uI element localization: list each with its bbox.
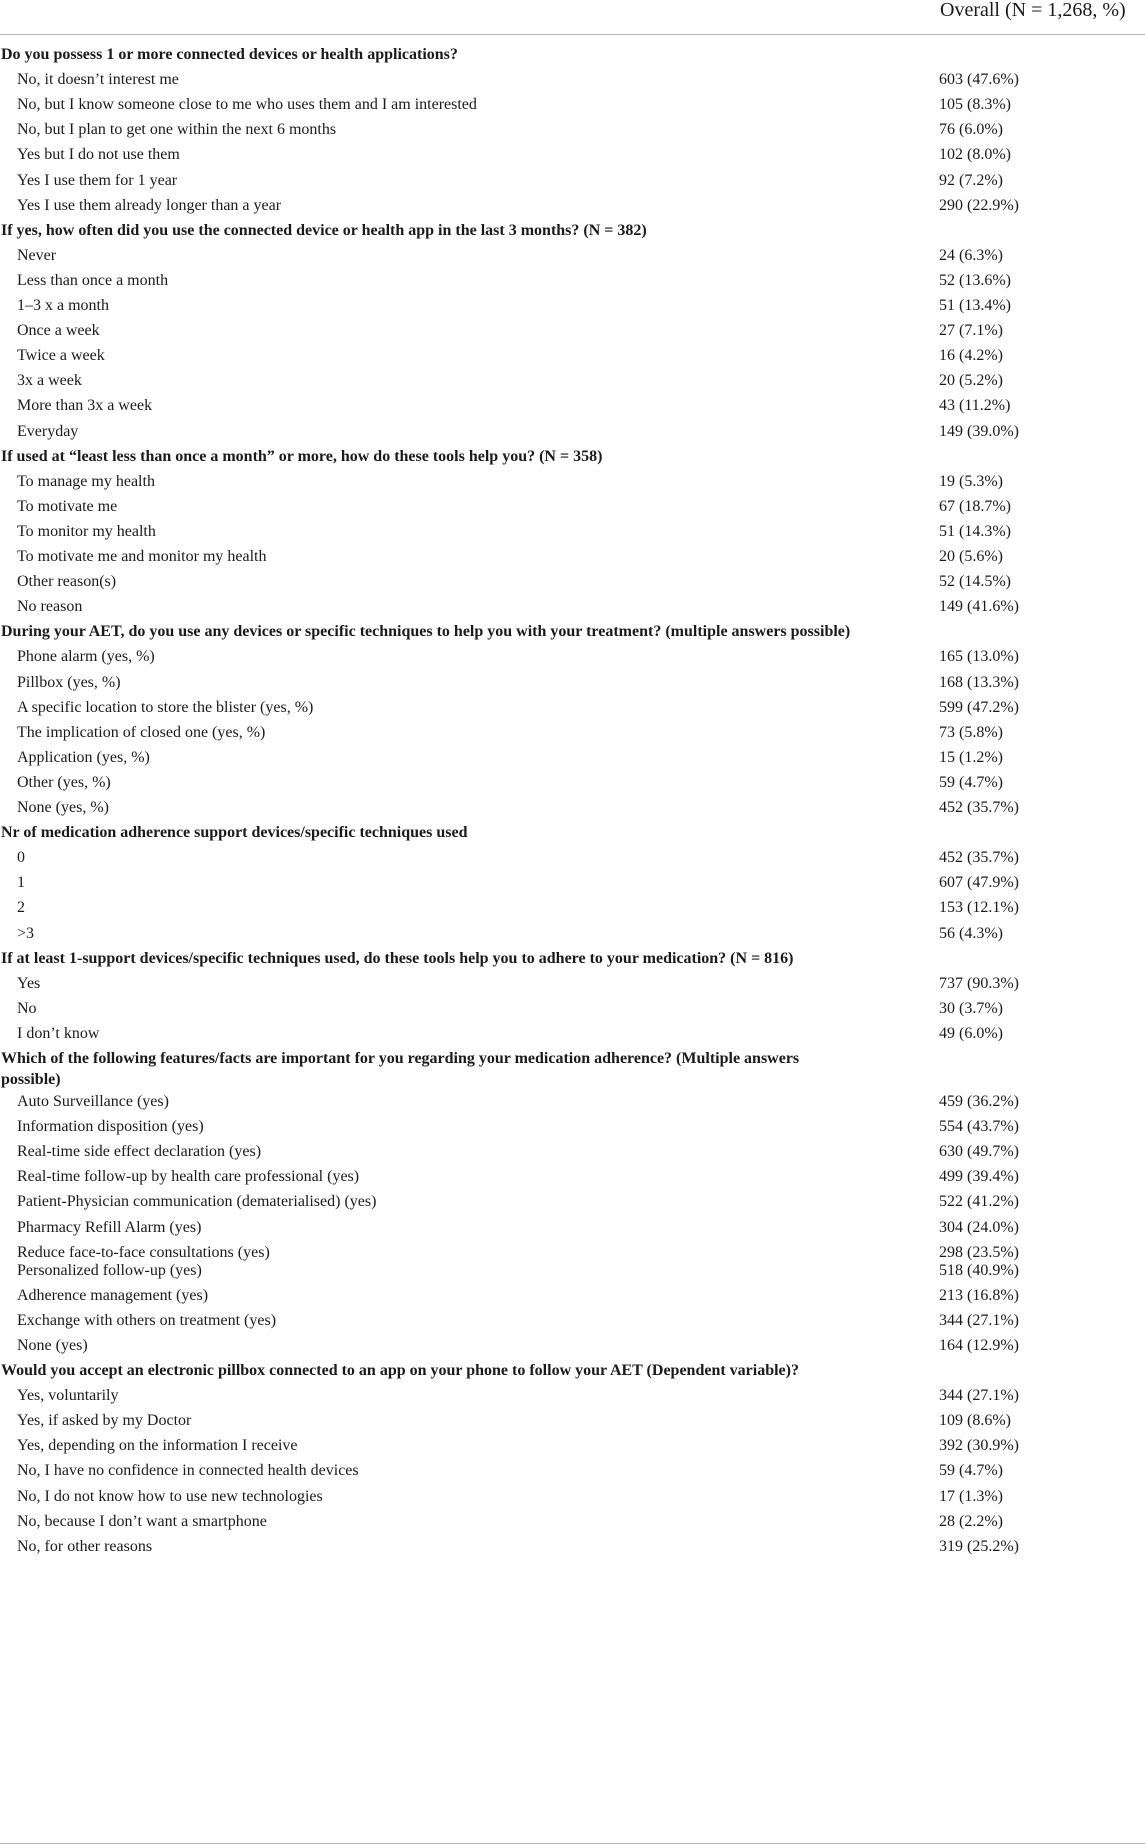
row-label: 0 [17,849,25,867]
row-value: 30 (3.7%) [939,999,1003,1017]
question-text: Do you possess 1 or more connected devices or health applications? [1,46,458,63]
row-value: 20 (5.2%) [939,372,1003,390]
row-label: 2 [17,899,25,917]
row-value: 290 (22.9%) [939,196,1019,214]
question-text: Which of the following features/facts are important for you regarding your medication adherence? (Multiple answers possible) [1,1050,800,1088]
row-value: 51 (13.4%) [939,297,1011,314]
row-label: Yes but I do not use them [17,146,180,164]
row-value: 168 (13.3%) [939,673,1019,691]
bottom-rule [0,1843,1145,1844]
row-label: 1 [17,874,25,892]
row-label: Everyday [17,422,79,440]
row-label: No, I do not know how to use new technologies [17,1487,323,1505]
question-text: Nr of medication adherence support devices/specific techniques used [1,824,468,842]
row-value: 52 (14.5%) [939,573,1011,591]
row-value: 73 (5.8%) [939,723,1003,741]
row-value: 17 (1.3%) [939,1487,1003,1505]
row-value: 27 (7.1%) [939,322,1003,340]
row-value: 518 (40.9%) [939,1261,1019,1279]
row-value: 15 (1.2%) [939,748,1003,766]
row-value: 16 (4.2%) [939,347,1003,365]
row-value: 24 (6.3%) [939,246,1003,264]
row-value: 344 (27.1%) [939,1311,1019,1329]
row-label: >3 [17,924,35,942]
row-label: Phone alarm (yes, %) [17,648,155,666]
row-value: 554 (43.7%) [939,1118,1019,1136]
row-label: More than 3x a week [17,397,153,415]
row-value: 59 (4.7%) [939,1462,1003,1480]
row-label: Yes I use them already longer than a year [17,196,282,214]
table-header [0,0,1145,35]
row-value: 737 (90.3%) [939,974,1019,992]
row-label: No, for other reasons [17,1537,153,1555]
row-label: 3x a week [17,372,82,390]
row-value: 630 (49.7%) [939,1143,1019,1161]
row-label: A specific location to store the blister (yes, %) [17,698,314,716]
row-value: 43 (11.2%) [939,397,1011,415]
row-label: Yes [17,974,41,992]
row-value: 499 (39.4%) [939,1168,1019,1186]
row-label: Yes, voluntarily [17,1387,119,1405]
row-value: 603 (47.6%) [939,71,1019,89]
question-text: If yes, how often did you use the connected device or health app in the last 3 months? (N = 382) [1,221,647,239]
row-value: 102 (8.0%) [939,146,1011,164]
question-text: If used at “least less than once a month” or more, how do these tools help you? (N = 358) [1,447,603,465]
row-label: Information disposition (yes) [17,1118,204,1136]
row-label: Other reason(s) [17,573,117,591]
row-label: Twice a week [17,347,105,365]
row-label: Application (yes, %) [17,748,150,766]
row-value: 92 (7.2%) [939,171,1003,189]
row-value: 344 (27.1%) [939,1387,1019,1405]
row-value: 20 (5.6%) [939,548,1003,565]
row-value: 56 (4.3%) [939,924,1003,942]
question-text: Would you accept an electronic pillbox connected to an app on your phone to follow your AET (Dependent variable)? [1,1362,799,1379]
row-label: No, it doesn’t interest me [17,71,179,89]
row-label: The implication of closed one (yes, %) [17,723,266,741]
row-label: I don’t know [17,1024,100,1042]
row-value: 522 (41.2%) [939,1193,1019,1211]
row-value: 452 (35.7%) [939,799,1019,816]
row-label: Patient-Physician communication (dematerialised) (yes) [17,1193,377,1211]
row-label: Never [17,246,57,264]
row-label: Real-time side effect declaration (yes) [17,1143,262,1161]
row-label: To monitor my health [17,522,156,540]
row-label: Pillbox (yes, %) [17,673,121,691]
row-label: Auto Surveillance (yes) [17,1093,169,1110]
row-value: 19 (5.3%) [939,472,1003,490]
row-value: 49 (6.0%) [939,1024,1003,1042]
row-value: 109 (8.6%) [939,1412,1011,1430]
row-label: Reduce face-to-face consultations (yes) [17,1243,270,1261]
row-label: No reason [17,598,83,616]
row-value: 213 (16.8%) [939,1286,1019,1304]
row-label: Pharmacy Refill Alarm (yes) [17,1218,202,1236]
row-value: 105 (8.3%) [939,96,1011,114]
row-value: 149 (39.0%) [939,422,1019,440]
row-value: 153 (12.1%) [939,899,1019,917]
column-header-overall: Overall (N = 1,268, %) [940,0,1126,21]
row-value: 67 (18.7%) [939,497,1011,515]
row-value: 392 (30.9%) [939,1437,1019,1455]
row-value: 164 (12.9%) [939,1336,1019,1354]
row-label: No [17,999,37,1017]
row-label: Yes I use them for 1 year [17,171,178,189]
row-label: None (yes) [17,1336,88,1354]
row-value: 28 (2.2%) [939,1512,1003,1530]
row-label: Yes, if asked by my Doctor [17,1412,192,1430]
row-value: 59 (4.7%) [939,773,1003,791]
row-label: To manage my health [17,472,155,490]
question-text: If at least 1-support devices/specific techniques used, do these tools help you to adhere to your medication? (N = 816) [1,949,794,967]
row-value: 304 (24.0%) [939,1218,1019,1236]
row-label: 1–3 x a month [17,297,109,314]
row-label: Real-time follow-up by health care professional (yes) [17,1168,360,1186]
row-label: Personalized follow-up (yes) [17,1261,202,1279]
question-text: During your AET, do you use any devices or specific techniques to help you with your treatment? (multiple answers possible) [1,623,851,641]
row-value: 459 (36.2%) [939,1093,1019,1110]
row-value: 298 (23.5%) [939,1243,1019,1261]
row-label: No, I have no confidence in connected health devices [17,1462,359,1480]
row-value: 76 (6.0%) [939,121,1003,139]
row-label: No, because I don’t want a smartphone [17,1512,267,1530]
row-label: To motivate me and monitor my health [17,548,267,565]
row-label: Yes, depending on the information I receive [17,1437,298,1455]
row-value: 51 (14.3%) [939,522,1011,540]
row-value: 319 (25.2%) [939,1537,1019,1555]
row-label: Other (yes, %) [17,773,111,791]
row-value: 607 (47.9%) [939,874,1019,892]
row-label: To motivate me [17,497,118,515]
row-value: 149 (41.6%) [939,598,1019,616]
row-value: 452 (35.7%) [939,849,1019,867]
row-value: 599 (47.2%) [939,698,1019,716]
row-label: Exchange with others on treatment (yes) [17,1311,277,1329]
row-value: 52 (13.6%) [939,271,1011,289]
row-label: Adherence management (yes) [17,1286,209,1304]
row-label: No, but I plan to get one within the next 6 months [17,121,337,139]
row-label: Once a week [17,322,100,340]
row-value: 165 (13.0%) [939,648,1019,666]
row-label: Less than once a month [17,271,169,289]
row-label: None (yes, %) [17,799,109,816]
row-label: No, but I know someone close to me who uses them and I am interested [17,96,477,114]
